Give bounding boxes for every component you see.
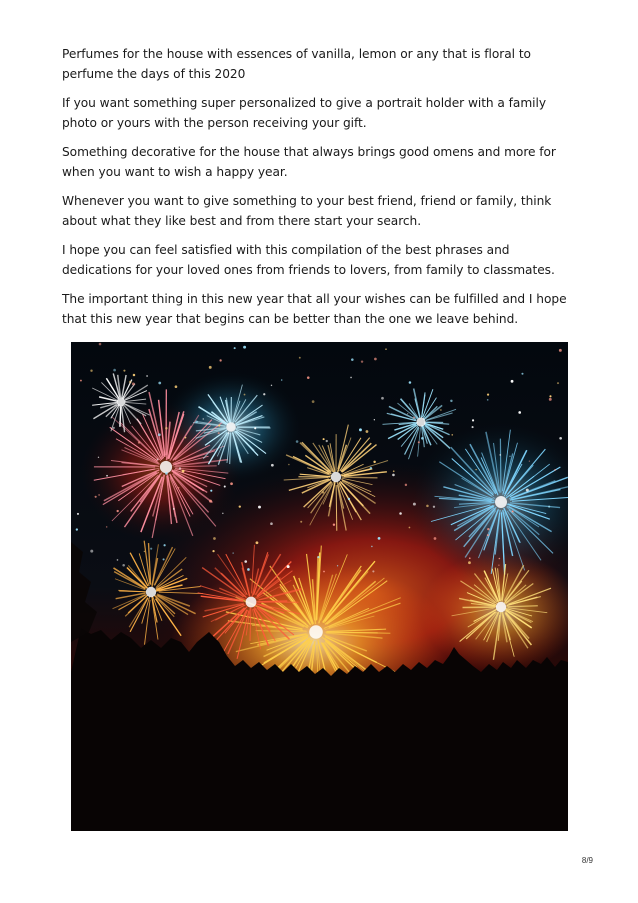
page-number: 8/9 [581,856,593,865]
firework-ember [392,474,395,477]
firework-ember [218,425,220,427]
firework-ember [138,441,140,443]
firework-ember [526,489,529,492]
firework-ember [117,559,119,561]
firework-ember [472,426,474,428]
firework-ember [256,541,259,544]
firework-core [416,417,425,426]
firework-ember [548,506,550,508]
firework-ember [219,359,221,361]
firework-ember [451,434,453,436]
firework-core [331,472,341,482]
firework-ember [150,548,152,550]
firework-ember [472,419,474,421]
firework-ember [95,496,97,498]
firework-spark [342,477,377,478]
firework-ember [327,470,329,472]
firework-core [246,597,257,608]
firework-ember [98,494,99,495]
firework-ember [300,521,302,523]
firework-ember [337,565,338,566]
firework-ember [76,528,78,530]
firework-spark [500,439,501,493]
firework-ember [378,537,381,540]
firework-ember [409,381,412,384]
firework-ember [296,440,299,443]
firework-ember [163,558,165,560]
firework-ember [258,506,261,509]
paragraph-portrait-holder: If you want something super personalized to give a portrait holder with a family photo or yours with the person receiving your gift. [62,96,546,130]
firework-ember [554,469,556,471]
firework-ember [132,382,135,385]
firework-spark [120,406,121,427]
firework-core [496,602,506,612]
firework-ember [393,470,395,472]
firework-ember [350,377,352,379]
firework-core [309,625,323,639]
firework-ember [374,358,377,361]
firework-ember [499,558,501,560]
firework-ember [351,358,354,361]
firework-ember [287,565,290,568]
firework-ember [370,467,372,469]
firework-ember [165,472,168,475]
firework-ember [218,432,220,434]
firework-ember [312,400,315,403]
firework-ember [271,385,272,386]
firework-ember [254,427,256,429]
firework-spark [336,485,337,531]
firework-ember [224,486,226,488]
firework-ember [359,428,362,431]
firework-ember [413,503,416,506]
firework-ember [521,373,523,375]
firework-ember [405,484,407,486]
firework-ember [512,510,514,512]
firework-ember [263,393,265,395]
firework-ember [247,568,250,571]
firework-core [226,422,236,432]
firework-ember [323,438,325,440]
firework-ember [407,413,408,414]
firework-ember [299,357,301,359]
firework-ember [549,395,551,397]
firework-ember [133,374,135,376]
fireworks-image [71,342,568,831]
paragraph-compilation: I hope you can feel satisfied with this compilation of the best phrases and dedications for your loved ones from friends to lovers, from family to classmates. [62,243,555,277]
firework-ember [421,437,424,440]
firework-ember [90,550,93,553]
firework-ember [219,460,220,461]
firework-ember [385,348,386,349]
firework-ember [529,461,530,462]
firework-ember [244,560,247,563]
firework-ember [487,399,489,401]
firework-ember [433,506,435,508]
firework-ember [98,457,99,458]
firework-ember [374,419,375,420]
fireworks-photo [71,342,568,831]
firework-ember [498,564,499,565]
firework-core [160,461,172,473]
firework-ember [163,544,165,546]
firework-ember [178,487,180,489]
firework-ember [243,346,246,349]
firework-ember [509,456,510,457]
firework-ember [307,376,310,379]
firework-ember [209,500,212,503]
firework-ember [450,400,452,402]
firework-ember [144,551,145,552]
firework-ember [317,556,319,558]
firework-ember [399,512,402,515]
firework-ember [209,366,212,369]
firework-ember [80,380,82,382]
firework-ember [228,432,229,433]
firework-ember [222,513,223,514]
firework-ember [559,349,562,352]
firework-ember [409,527,411,529]
firework-ember [129,381,132,384]
firework-ember [106,475,108,477]
firework-spark [256,601,287,602]
firework-ember [77,513,79,515]
firework-ember [366,430,369,433]
firework-ember [487,394,489,396]
firework-ember [511,380,514,383]
firework-ember [106,526,108,528]
firework-ember [213,537,216,540]
firework-ember [333,524,335,526]
firework-ember [426,505,429,508]
firework-ember [440,409,442,411]
paragraph-decorative: Something decorative for the house that always brings good omens and more for when you want to wish a happy year. [62,145,556,179]
firework-ember [239,505,241,507]
firework-ember [234,347,236,349]
firework-ember [244,394,246,396]
firework-core [146,587,156,597]
firework-ember [116,510,118,512]
firework-ember [230,482,233,485]
firework-ember [182,470,185,473]
firework-ember [175,385,178,388]
firework-ember [232,552,233,553]
firework-ember [559,437,562,440]
firework-ember [549,398,552,401]
firework-ember [413,417,415,419]
firework-ember [270,522,273,525]
firework-core [117,398,126,407]
firework-ember [487,528,489,530]
firework-ember [418,441,420,443]
firework-ember [499,454,501,456]
paragraph-new-year-wishes: The important thing in this new year that all your wishes can be fulfilled and I hope that this new year that begins can be better than the one we leave behind. [62,292,567,326]
firework-ember [122,564,125,567]
firework-ember [203,418,204,419]
firework-ember [322,491,324,493]
firework-ember [146,375,148,377]
firework-ember [381,397,384,400]
firework-ember [518,411,521,414]
paragraph-best-friend: Whenever you want to give something to your best friend, friend or family, think about what they like best and from there start your search. [62,194,552,228]
firework-ember [173,508,175,510]
firework-ember [165,427,168,430]
firework-ember [326,440,328,442]
firework-ember [288,464,290,466]
firework-ember [361,360,363,362]
firework-ember [113,369,116,372]
paragraph-perfumes: Perfumes for the house with essences of vanilla, lemon or any that is floral to perfume the days of this 2020 [62,47,531,81]
firework-ember [158,433,161,436]
firework-ember [371,546,373,548]
firework-ember [468,561,471,564]
document-body [62,44,582,338]
firework-ember [158,382,161,385]
firework-ember [123,370,125,372]
firework-ember [179,467,181,469]
firework-ember [281,379,282,380]
firework-ember [157,459,159,461]
firework-ember [271,464,274,467]
firework-ember [487,534,489,536]
firework-ember [348,498,350,500]
firework-ember [195,421,198,424]
firework-ember [469,557,471,559]
firework-ember [323,571,325,573]
firework-ember [90,369,92,371]
firework-ember [99,343,102,346]
firework-ember [434,537,437,540]
firework-ember [113,427,115,429]
firework-ember [212,550,214,552]
firework-ember [185,437,187,439]
firework-ember [373,461,375,463]
firework-ember [557,382,559,384]
firework-core [495,496,507,508]
firework-ember [372,570,374,572]
firework-ember [475,469,476,470]
firework-ember [210,490,212,492]
